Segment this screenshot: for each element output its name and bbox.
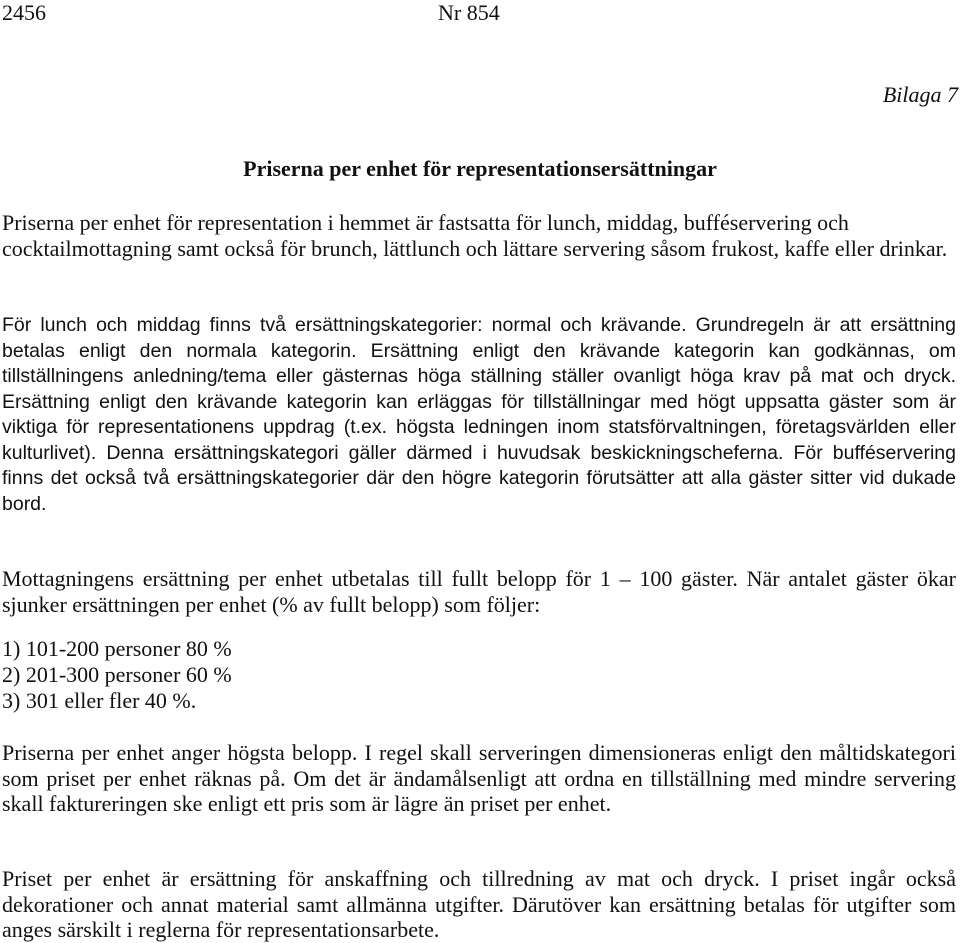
page-header	[0, 0, 960, 32]
paragraph-price-contents: Priset per enhet är ersättning för anskaffning och tillredning av mat och dryck. I priset ingår också dekorationer och annat material samt allmänna utgifter. Därutöver kan ersättning betalas för utgifter som anges särskilt i reglerna för representationsarbete.	[2, 866, 956, 942]
paragraph-categories: För lunch och middag finns två ersättningskategorier: normal och krävande. Grundregeln är att ersättning betalas enligt den normala kategorin. Ersättning enligt den krävande kategorin kan godkännas, om tillställningens anledning/tema eller gästernas höga ställning ställer ovanligt höga krav på mat och dryck. Ersättning enligt den krävande kategorin kan erläggas för tillställningar med högt uppsatta gäster som är viktiga för representationens uppdrag (t.ex. högsta ledningen inom statsförvaltningen, företagsvärlden eller kulturlivet). Denna ersättningskategori gäller därmed i huvudsak beskickningscheferna. För bufféservering finns det också två ersättningskategorier där den högre kategorin förutsätter att alla gäster sitter vid dukade bord.	[2, 314, 956, 515]
appendix-label: Bilaga 7	[882, 82, 958, 107]
list-item: 1) 101-200 personer 80 %	[2, 636, 232, 661]
list-item: 3) 301 eller fler 40 %.	[2, 688, 197, 713]
law-number: Nr 854	[438, 0, 500, 25]
paragraph-max-amount: Priserna per enhet anger högsta belopp. I regel skall serveringen dimensioneras enligt den måltidskategori som priset per enhet räknas på. Om det är ändamålsenligt att ordna en tillställning med mindre servering skall faktureringen ske enligt ett pris som är lägre än priset per enhet.	[2, 740, 956, 816]
document-title: Priserna per enhet för representationsersättningar	[243, 156, 717, 181]
page-number: 2456	[2, 0, 46, 25]
list-item: 2) 201-300 personer 60 %	[2, 662, 232, 687]
paragraph-intro: Priserna per enhet för representation i hemmet är fastsatta för lunch, middag, bufféservering och cocktailmottagning samt också för brunch, lättlunch och lättare servering såsom frukost, kaffe eller drinkar.	[2, 210, 948, 261]
guest-reduction-list	[2, 636, 232, 714]
paragraph-guest-count: Mottagningens ersättning per enhet utbetalas till fullt belopp för 1 – 100 gäster. När antalet gäster ökar sjunker ersättningen per enhet (% av fullt belopp) som följer:	[2, 566, 956, 617]
